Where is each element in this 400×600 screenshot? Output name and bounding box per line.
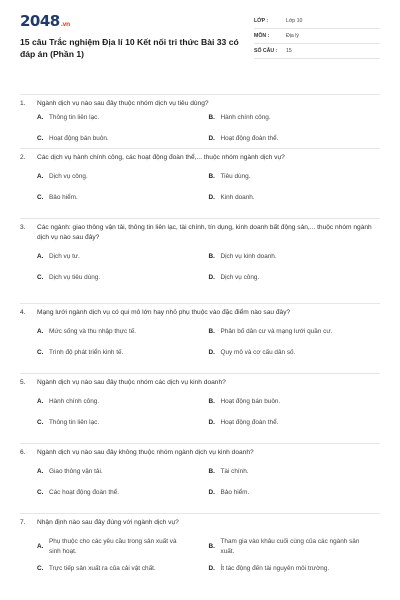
logo-suffix: .vn [60,21,70,28]
document-title: 15 câu Trắc nghiệm Địa lí 10 Kết nối tri thức Bài 33 có đáp án (Phần 1) [20,37,239,59]
question-stem: Ngành dịch vụ nào sau đây không thuộc nhóm ngành dịch vụ kinh doanh? [37,449,254,456]
option-letter: A. [37,542,44,550]
option-text: Phân bố dân cư và mạng lưới quần cư. [220,328,333,335]
option-a[interactable] [37,397,209,407]
option-letter: B. [208,398,215,405]
question-stem: Nhận định nào sau đây đúng với ngành dịch vụ? [37,519,179,526]
option-text: Mức sống và thu nhập thực tế. [49,328,137,335]
option-text: Hoạt động đoàn thể. [220,134,279,142]
option-text: Kinh doanh. [220,193,255,201]
options [20,172,380,202]
option-c[interactable] [37,348,209,358]
option-letter: D. [208,134,215,142]
options [20,537,380,574]
meta-key: MÔN : [254,33,270,39]
option-c[interactable] [37,134,209,144]
header [20,12,380,86]
question-stem: Ngành dịch vụ nào sau đây thuộc nhóm các dịch vụ kinh doanh? [37,379,226,386]
meta-value: Địa lý [286,33,299,39]
option-letter: B. [208,328,215,335]
question-number: 4. [20,309,26,316]
option-letter: D. [208,273,215,281]
options [20,467,380,497]
question-text [20,514,380,528]
question-text [20,374,380,388]
option-text: Ít tác động đến tài nguyên môi trường. [220,565,330,572]
option-letter: C. [37,193,44,201]
option-letter: D. [208,565,215,572]
question-3 [20,218,380,303]
question-7 [20,513,380,593]
option-d[interactable] [209,273,381,283]
question-stem: Các dịch vụ hành chính công, các hoạt động đoàn thể,... thuộc nhóm ngành dịch vụ? [37,154,285,161]
options [20,397,380,427]
option-b[interactable] [209,467,381,477]
option-text: Tham gia vào khâu cuối cùng của các ngành sản xuất. [220,538,360,555]
option-b[interactable] [209,252,381,262]
option-c[interactable] [37,418,209,428]
option-text: Trực tiếp sản xuất ra của cải vật chất. [49,565,156,572]
question-stem: Các ngành: giao thông vận tải, thông tin liên lạc, tài chính, tín dụng, kinh doanh bất động sản,... thuộc nhóm ngành dịch vụ nào sau đây? [37,224,372,241]
logo-text: 2048 [20,12,60,30]
meta-value: 15 [286,48,292,54]
option-b[interactable] [209,327,381,337]
meta-row-subject [254,29,380,44]
meta-key: SỐ CÂU : [254,48,278,54]
option-text: Thông tin liên lạc. [49,114,100,121]
option-text: Các hoạt động đoàn thể. [49,488,119,496]
option-letter: B. [208,468,215,475]
option-text: Tài chính. [220,468,249,475]
option-text: Hành chính công. [220,114,271,121]
question-2 [20,148,380,218]
option-text: Dịch vụ tư. [49,253,80,260]
option-a[interactable] [37,172,209,182]
option-letter: D. [208,488,215,496]
question-text [20,304,380,318]
question-number: 5. [20,379,26,386]
option-text: Dịch vụ công. [220,273,260,281]
option-a[interactable] [37,537,209,556]
option-letter: B. [208,253,215,260]
question-1 [20,94,380,148]
options [20,252,380,282]
options [20,113,380,143]
option-letter: A. [37,114,44,121]
meta-row-class [254,14,380,29]
question-6 [20,443,380,513]
option-text: Trình độ phát triển kinh tế. [49,348,124,356]
option-letter: A. [37,173,44,180]
header-left [20,12,250,86]
question-number: 2. [20,154,26,161]
site-logo[interactable] [20,12,250,34]
option-letter: C. [37,273,44,281]
option-text: Tiêu dùng. [220,173,251,180]
question-number: 6. [20,449,26,456]
question-text [20,149,380,163]
option-text: Bảo hiểm. [220,488,250,496]
option-d[interactable] [209,193,381,203]
option-d[interactable] [209,418,381,428]
question-stem: Mạng lưới ngành dịch vụ có qui mô lớn hay nhỏ phụ thuộc vào đặc điểm nào sau đây? [37,309,291,316]
option-text: Phụ thuộc cho các yêu cầu trong sản xuất và sinh hoạt. [49,538,177,555]
option-letter: B. [208,173,215,180]
question-5 [20,373,380,443]
option-letter: B. [208,114,215,121]
option-b[interactable] [209,113,381,123]
options [20,327,380,357]
option-text: Thông tin liên lạc. [49,418,100,426]
option-d[interactable] [209,134,381,144]
option-text: Hoạt động bán buôn. [220,398,281,405]
meta-value: Lớp 10 [286,18,303,24]
option-letter: D. [208,193,215,201]
option-letter: C. [37,418,44,426]
option-letter: A. [37,253,44,260]
option-c[interactable] [37,193,209,203]
option-letter: A. [37,398,44,405]
question-stem: Ngành dịch vụ nào sau đây thuộc nhóm dịch vụ tiêu dùng? [37,100,209,107]
option-b[interactable] [209,537,381,556]
option-letter: A. [37,328,44,335]
meta-row-count [254,44,380,59]
question-text [20,444,380,458]
question-number: 1. [20,100,26,107]
option-letter: B. [208,542,215,550]
option-text: Quy mô và cơ cấu dân số. [220,348,296,356]
option-c[interactable] [37,564,209,574]
question-4 [20,303,380,373]
option-d[interactable] [209,488,381,498]
option-text: Hoạt động đoàn thể. [220,418,279,426]
option-text: Giao thông vận tải. [49,468,103,475]
option-text: Bảo hiểm. [49,193,78,201]
option-text: Hành chính công. [49,398,100,405]
option-b[interactable] [209,397,381,407]
option-a[interactable] [37,252,209,262]
option-letter: A. [37,468,44,475]
option-text: Dịch vụ công. [49,173,88,180]
question-text [20,95,380,109]
option-a[interactable] [37,467,209,477]
option-c[interactable] [37,273,209,283]
question-text [20,219,380,243]
question-list [20,94,380,593]
question-number: 7. [20,519,26,526]
option-a[interactable] [37,327,209,337]
option-letter: C. [37,134,44,142]
meta-key: LỚP : [254,18,269,24]
option-b[interactable] [209,172,381,182]
option-text: Hoạt động bán buôn. [49,134,109,142]
option-letter: C. [37,348,44,356]
option-c[interactable] [37,488,209,498]
option-d[interactable] [209,564,381,574]
question-number: 3. [20,224,26,231]
meta-box [254,14,380,86]
option-d[interactable] [209,348,381,358]
option-text: Dịch vụ tiêu dùng. [49,273,101,281]
option-letter: C. [37,488,44,496]
option-a[interactable] [37,113,209,123]
option-letter: D. [208,418,215,426]
option-text: Dịch vụ kinh doanh. [220,253,277,260]
option-letter: D. [208,348,215,356]
option-letter: C. [37,565,44,572]
